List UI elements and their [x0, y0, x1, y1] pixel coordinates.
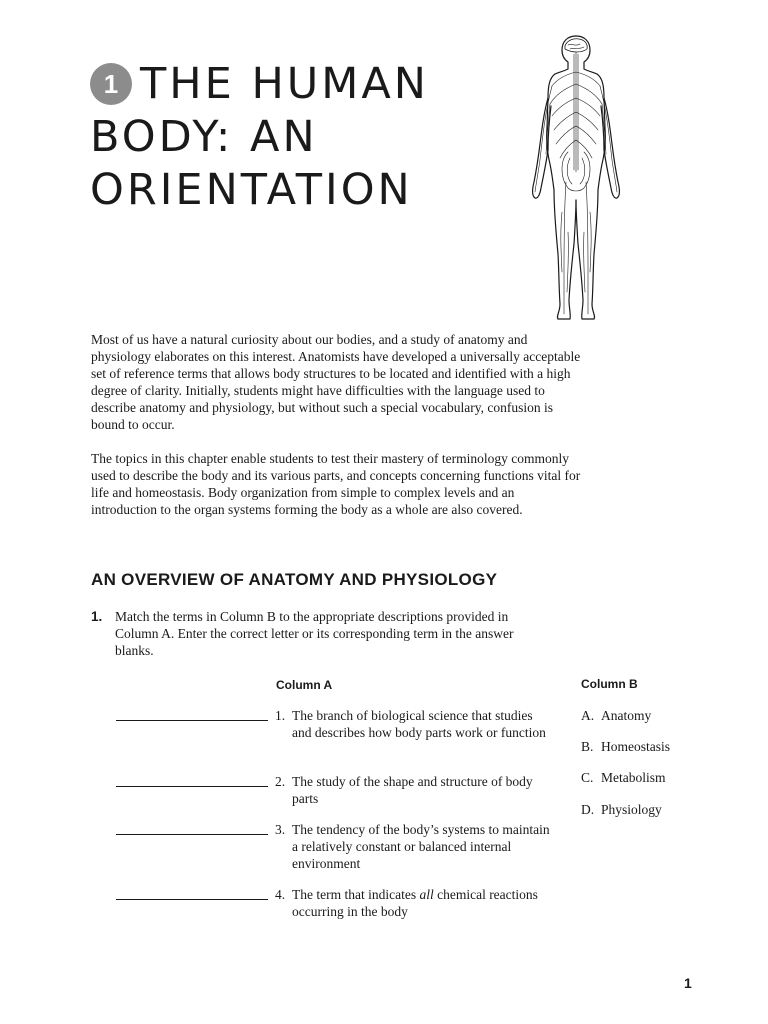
column-a-item — [116, 773, 556, 807]
answer-blank[interactable] — [116, 720, 268, 721]
item-number: 2. — [275, 774, 286, 789]
intro-paragraph-1: Most of us have a natural curiosity about our bodies, and a study of anatomy and physiology elaborates on this interest. Anatomists have developed a universally acceptable set of reference terms that allows body structures to be located and identified with a high degree of clarity. Initially, students might have difficulties with the language used to describe anatomy and physiology, but without such a special vocabulary, confusion is bound to occur. — [91, 332, 581, 432]
item-description: The term that indicates all chemical reactions occurring in the body — [292, 887, 538, 919]
choice-letter: D. — [581, 802, 595, 817]
item-description: The branch of biological science that studies and describes how body parts work or function — [292, 708, 546, 740]
answer-blank[interactable] — [116, 899, 268, 900]
title-line-3: ORIENTATION — [90, 165, 413, 215]
page-number: 1 — [684, 975, 692, 991]
human-nervous-system-illustration — [522, 32, 632, 324]
choice-term: Homeostasis — [601, 739, 670, 754]
title-line-1 — [90, 58, 429, 111]
column-b-item — [581, 801, 662, 818]
chapter-title — [90, 58, 429, 217]
column-b-item — [581, 738, 670, 755]
column-b-item — [581, 769, 666, 786]
answer-blank[interactable] — [116, 786, 268, 787]
choice-letter: A. — [581, 708, 595, 723]
column-a-heading: Column A — [276, 678, 333, 692]
intro-paragraph-2: The topics in this chapter enable students to test their mastery of terminology commonly used to describe the body and its various parts, and concepts concerning functions vital for life and homeostasis. Body organization from simple to complex levels and an introduction to the organ systems forming the body as a whole are also covered. — [91, 451, 581, 517]
column-a-item — [116, 707, 556, 741]
choice-letter: C. — [581, 770, 594, 785]
answer-blank[interactable] — [116, 834, 268, 835]
question-text: Match the terms in Column B to the appropriate descriptions provided in Column A. Enter the correct letter or its corresponding term in the answer blanks. — [115, 609, 514, 658]
choice-term: Metabolism — [601, 770, 666, 785]
column-a-item — [116, 821, 556, 872]
choice-letter: B. — [581, 739, 594, 754]
title-line-2: BODY: AN — [90, 112, 318, 162]
title-text-1: THE HUMAN — [140, 59, 429, 109]
section-heading: AN OVERVIEW OF ANATOMY AND PHYSIOLOGY — [91, 570, 498, 589]
chapter-number-badge: 1 — [90, 63, 132, 105]
column-b-heading: Column B — [581, 677, 638, 691]
item-number: 1. — [275, 708, 286, 723]
item-description: The tendency of the body’s systems to maintain a relatively constant or balanced internal environment — [292, 822, 550, 871]
question-1 — [91, 608, 551, 659]
question-number: 1. — [91, 609, 103, 624]
item-description: The study of the shape and structure of body parts — [292, 774, 533, 806]
column-a-item — [116, 886, 556, 920]
item-number: 3. — [275, 822, 286, 837]
column-b-item — [581, 707, 651, 724]
choice-term: Physiology — [601, 802, 662, 817]
item-number: 4. — [275, 887, 286, 902]
choice-term: Anatomy — [601, 708, 652, 723]
